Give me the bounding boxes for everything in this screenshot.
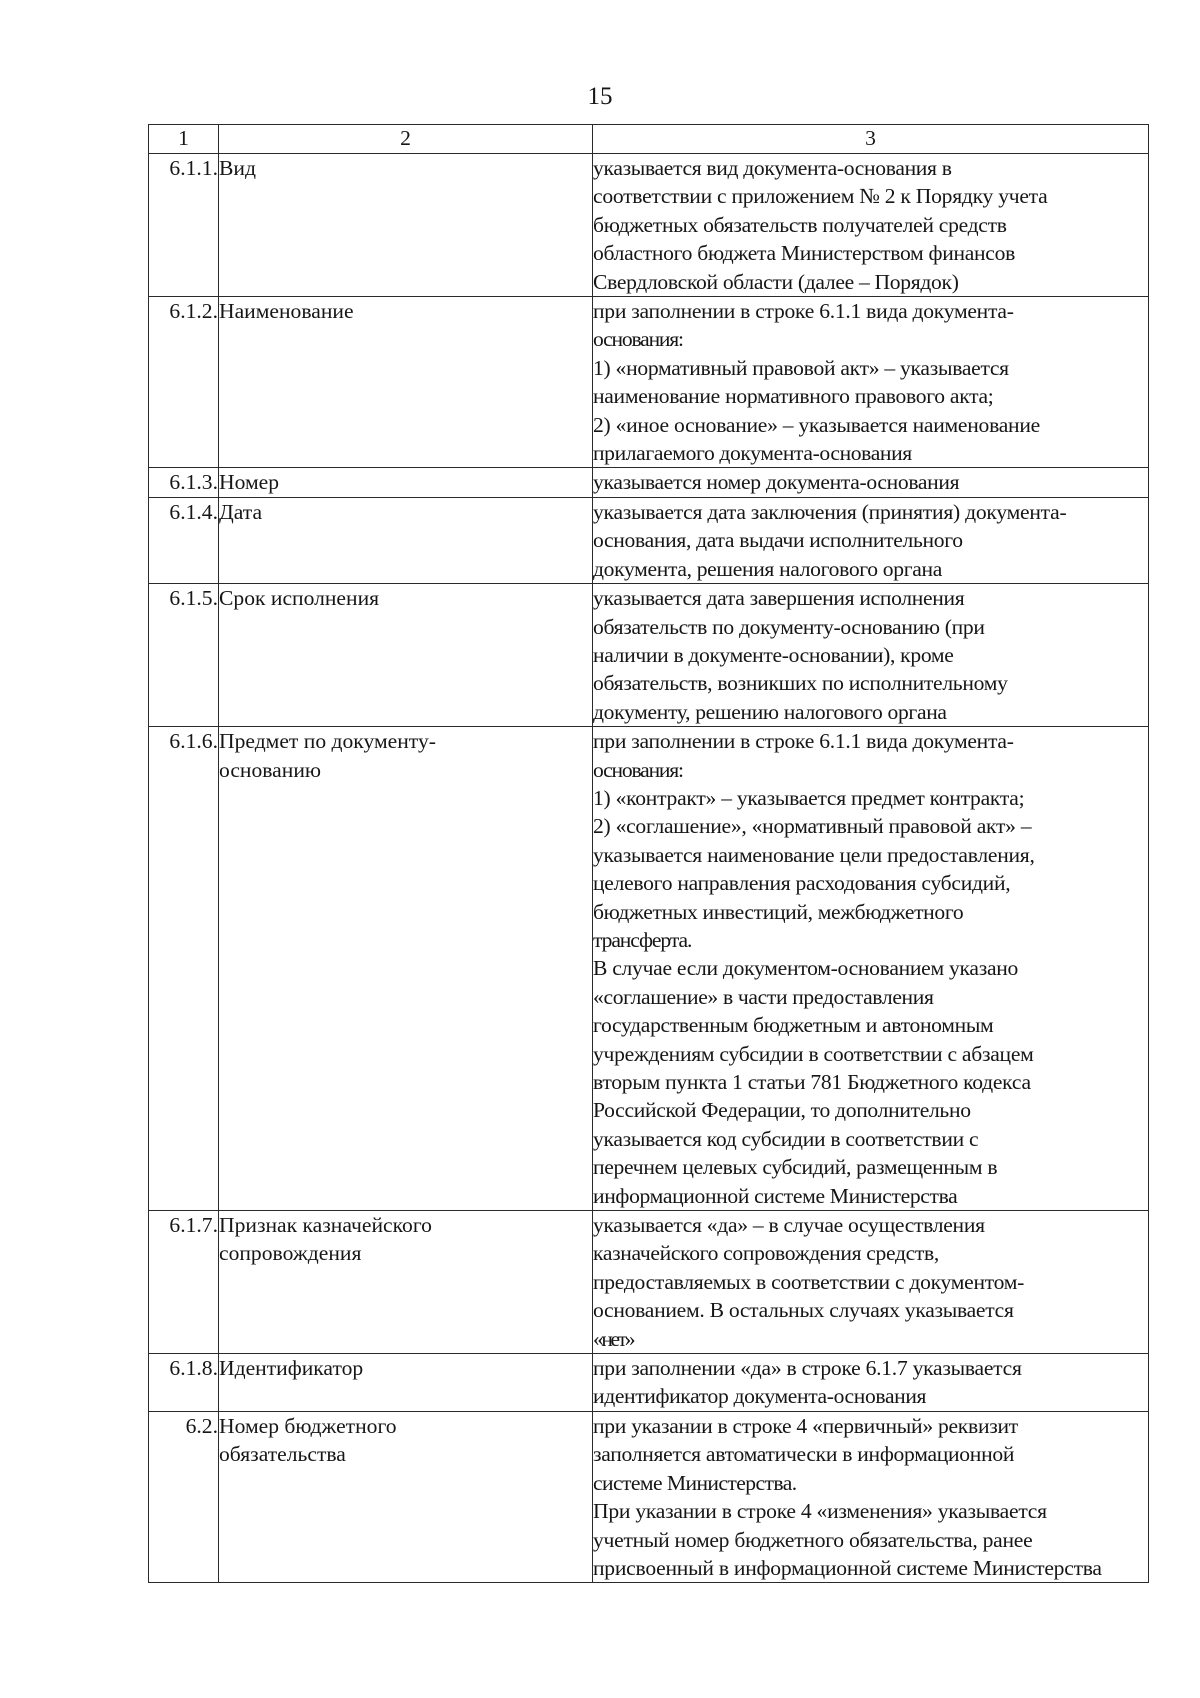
description-line: учреждениям субсидии в соответствии с абзацем [593, 1041, 1034, 1066]
description-line: бюджетных инвестиций, межбюджетного [593, 899, 964, 924]
page-number: 15 [587, 83, 613, 110]
row-number: 6.1.6. [149, 727, 219, 1211]
field-name-line: Вид [219, 156, 256, 180]
table-row [149, 297, 1149, 468]
field-description [593, 1211, 1149, 1354]
description-line: предоставляемых в соответствии с документом- [593, 1269, 1025, 1294]
description-line: 1) «нормативный правовой акт» – указывается [593, 355, 1009, 380]
description-line: при указании в строке 4 «первичный» реквизит [593, 1413, 1018, 1438]
description-line: при заполнении «да» в строке 6.1.7 указывается [593, 1356, 1022, 1381]
description-line: областного бюджета Министерством финансов [593, 241, 1016, 266]
table-row [149, 584, 1149, 727]
field-name [219, 1354, 593, 1412]
row-number: 6.1.2. [149, 297, 219, 468]
table-row [149, 1411, 1149, 1582]
field-description [593, 1411, 1149, 1582]
table-row [149, 497, 1149, 583]
field-name [219, 727, 593, 1211]
field-description [593, 468, 1149, 497]
description-line: 2) «иное основание» – указывается наименование [593, 412, 1040, 437]
field-name-line: Номер бюджетного [219, 1413, 397, 1438]
description-line: учетный номер бюджетного обязательства, ранее [593, 1527, 1033, 1552]
table-row [149, 468, 1149, 497]
field-name-line: Предмет по документу- [219, 729, 436, 754]
description-line: обязательств по документу-основанию (при [593, 614, 985, 639]
field-description [593, 154, 1149, 297]
row-number: 6.1.1. [149, 154, 219, 297]
description-line: 2) «соглашение», «нормативный правовой акт» – [593, 814, 1032, 839]
description-line: «соглашение» в части предоставления [593, 984, 934, 1009]
field-description [593, 497, 1149, 583]
description-line: при заполнении в строке 6.1.1 вида документа- [593, 299, 1014, 324]
description-line: основанием. В остальных случаях указывается [593, 1298, 1014, 1323]
field-name [219, 1411, 593, 1582]
field-name-line: основанию [219, 757, 322, 782]
table-row [149, 1354, 1149, 1412]
field-description [593, 584, 1149, 727]
field-name-line: Наименование [219, 299, 354, 324]
description-line: казначейского сопровождения средств, [593, 1241, 939, 1266]
description-line: трансферта. [593, 927, 692, 952]
description-line: основания, дата выдачи исполнительного [593, 528, 963, 553]
description-line: указывается наименование цели предоставления, [593, 842, 1035, 867]
description-line: указывается дата завершения исполнения [593, 586, 965, 611]
description-line: Свердловской области (далее – Порядок) [593, 269, 959, 294]
description-line: присвоенный в информационной системе Министерства [593, 1555, 1102, 1580]
table-header-row [149, 125, 1149, 154]
description-line: 1) «контракт» – указывается предмет контракта; [593, 785, 1025, 810]
description-line: Российской Федерации, то дополнительно [593, 1098, 971, 1123]
field-name-line: Дата [219, 499, 263, 524]
field-name [219, 497, 593, 583]
description-line: наличии в документе-основании), кроме [593, 642, 954, 667]
field-description [593, 297, 1149, 468]
description-line: соответствии с приложением № 2 к Порядку учета [593, 184, 1048, 209]
description-line: указывается вид документа-основания в [593, 156, 952, 180]
description-line: В случае если документом-основанием указано [593, 956, 1019, 981]
row-number: 6.1.8. [149, 1354, 219, 1412]
table-row [149, 154, 1149, 297]
description-line: государственным бюджетным и автономным [593, 1013, 994, 1038]
row-number: 6.1.3. [149, 468, 219, 497]
description-line: вторым пункта 1 статьи 781 Бюджетного кодекса [593, 1070, 1031, 1094]
description-line: документу, решению налогового органа [593, 699, 947, 724]
description-line: при заполнении в строке 6.1.1 вида документа- [593, 729, 1014, 754]
field-name [219, 154, 593, 297]
field-name-line: Номер [219, 470, 280, 495]
row-number: 6.1.7. [149, 1211, 219, 1354]
row-number: 6.1.4. [149, 497, 219, 583]
budget-obligation-fields-table [148, 124, 1149, 1583]
description-line: прилагаемого документа-основания [593, 441, 912, 466]
description-line: обязательств, возникших по исполнительному [593, 671, 1008, 696]
description-line: бюджетных обязательств получателей средств [593, 212, 1007, 237]
column-header-number: 1 [149, 125, 219, 154]
field-name [219, 468, 593, 497]
field-description [593, 1354, 1149, 1412]
description-line: наименование нормативного правового акта; [593, 384, 994, 409]
description-line: системе Министерства. [593, 1470, 797, 1495]
description-line: заполняется автоматически в информационной [593, 1442, 1015, 1467]
field-name [219, 297, 593, 468]
field-name [219, 584, 593, 727]
column-header-description: 3 [593, 125, 1149, 154]
description-line: документа, решения налогового органа [593, 556, 942, 581]
description-line: основания: [593, 327, 683, 352]
description-line: указывается код субсидии в соответствии с [593, 1126, 979, 1151]
description-line: информационной системе Министерства [593, 1183, 958, 1208]
description-line: идентификатор документа-основания [593, 1384, 927, 1409]
row-number: 6.1.5. [149, 584, 219, 727]
description-line: перечнем целевых субсидий, размещенным в [593, 1155, 998, 1180]
description-line: целевого направления расходования субсидий, [593, 871, 1011, 896]
column-header-name: 2 [219, 125, 593, 154]
field-name-line: Срок исполнения [219, 586, 380, 611]
description-line: основания: [593, 757, 683, 782]
table-row [149, 1211, 1149, 1354]
row-number: 6.2. [149, 1411, 219, 1582]
description-line: указывается номер документа-основания [593, 470, 960, 495]
description-line: указывается дата заключения (принятия) документа- [593, 499, 1067, 524]
field-name [219, 1211, 593, 1354]
table-row [149, 727, 1149, 1211]
description-line: «нет» [593, 1326, 634, 1351]
field-description [593, 727, 1149, 1211]
field-name-line: сопровождения [219, 1241, 362, 1266]
field-name-line: Признак казначейского [219, 1213, 432, 1238]
field-name-line: Идентификатор [219, 1356, 364, 1381]
description-line: При указании в строке 4 «изменения» указывается [593, 1499, 1047, 1524]
description-line: указывается «да» – в случае осуществления [593, 1213, 985, 1238]
field-name-line: обязательства [219, 1442, 346, 1467]
